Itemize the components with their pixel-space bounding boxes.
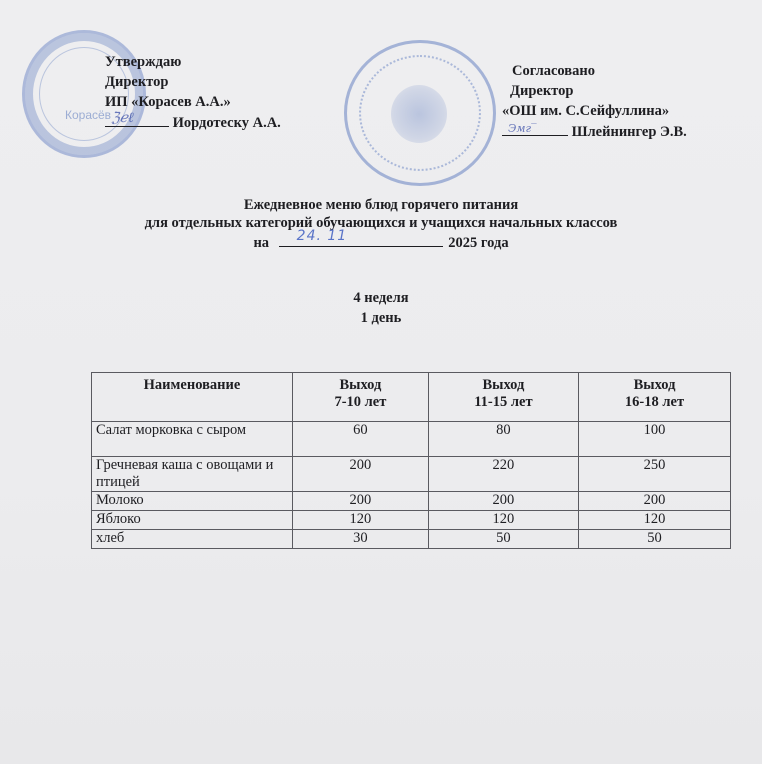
dish-name: Яблоко (92, 511, 293, 530)
approval-position: Директор (105, 74, 169, 90)
emblem-icon (391, 85, 447, 143)
portion-7-10: 200 (293, 492, 429, 511)
date-suffix: 2025 года (448, 235, 509, 251)
portion-16-18: 100 (579, 422, 731, 457)
portion-16-18: 200 (579, 492, 731, 511)
portion-16-18: 120 (579, 511, 731, 530)
header-age-11-15 (428, 373, 578, 422)
agreement-block (502, 61, 687, 142)
signature-line (502, 121, 568, 136)
dish-name: Гречневая каша с овощами и птицей (92, 457, 293, 492)
date-prefix: на (253, 235, 270, 251)
dish-name: хлеб (92, 530, 293, 549)
signature-line (105, 112, 169, 127)
portion-7-10: 120 (293, 511, 429, 530)
table-row (92, 492, 731, 511)
seal-text: Корасёв (65, 108, 112, 122)
header-sublabel: 7-10 лет (334, 394, 387, 410)
header-label: Выход (633, 377, 676, 393)
schedule-period (0, 288, 762, 328)
agreement-signatory: Шлейнингер Э.В. (571, 124, 687, 140)
agreement-signature-row (502, 121, 687, 142)
seal-stamp-right (344, 40, 496, 186)
table-row (92, 422, 731, 457)
portion-11-15: 50 (428, 530, 578, 549)
portion-7-10: 60 (293, 422, 429, 457)
header-label: Выход (339, 377, 382, 393)
date-field (279, 228, 443, 247)
approval-signature-row (105, 112, 281, 133)
portion-11-15: 120 (428, 511, 578, 530)
agreement-heading: Согласовано (512, 63, 595, 79)
portion-7-10: 30 (293, 530, 429, 549)
table-row (92, 457, 731, 492)
header-sublabel: 11-15 лет (474, 394, 533, 410)
table-row (92, 530, 731, 549)
week-label: 4 неделя (353, 290, 409, 306)
header-age-7-10 (293, 373, 429, 422)
dish-name: Молоко (92, 492, 293, 511)
approval-organization: ИП «Корасев А.А.» (105, 94, 231, 110)
day-label: 1 день (360, 310, 402, 326)
table-row (92, 511, 731, 530)
portion-11-15: 200 (428, 492, 578, 511)
header-sublabel: 16-18 лет (624, 394, 685, 410)
document-title (0, 196, 762, 252)
date-handwritten: 24. 11 (296, 228, 348, 244)
title-date-row (0, 228, 762, 252)
agreement-organization: «ОШ им. С.Сейфуллина» (502, 103, 670, 119)
title-line-1: Ежедневное меню блюд горячего питания (243, 197, 519, 213)
signature-icon: Эмг‾ (508, 122, 537, 135)
header-age-16-18 (579, 373, 731, 422)
header-label: Выход (482, 377, 525, 393)
header-label: Наименование (143, 377, 241, 393)
signature-icon: ℨℯℓ (111, 110, 134, 126)
portion-16-18: 250 (579, 457, 731, 492)
approval-signatory: Иордотеску А.А. (172, 115, 281, 131)
portion-11-15: 220 (428, 457, 578, 492)
portion-16-18: 50 (579, 530, 731, 549)
table-header-row (92, 373, 731, 422)
portion-7-10: 200 (293, 457, 429, 492)
portion-11-15: 80 (428, 422, 578, 457)
approval-heading: Утверждаю (105, 54, 182, 70)
agreement-position: Директор (510, 83, 574, 99)
dish-name: Салат морковка с сыром (92, 422, 293, 457)
title-line-2: для отдельных категорий обучающихся и учащихся начальных классов (144, 215, 618, 231)
menu-table (91, 372, 731, 549)
approval-block (105, 52, 281, 133)
header-name (92, 373, 293, 422)
